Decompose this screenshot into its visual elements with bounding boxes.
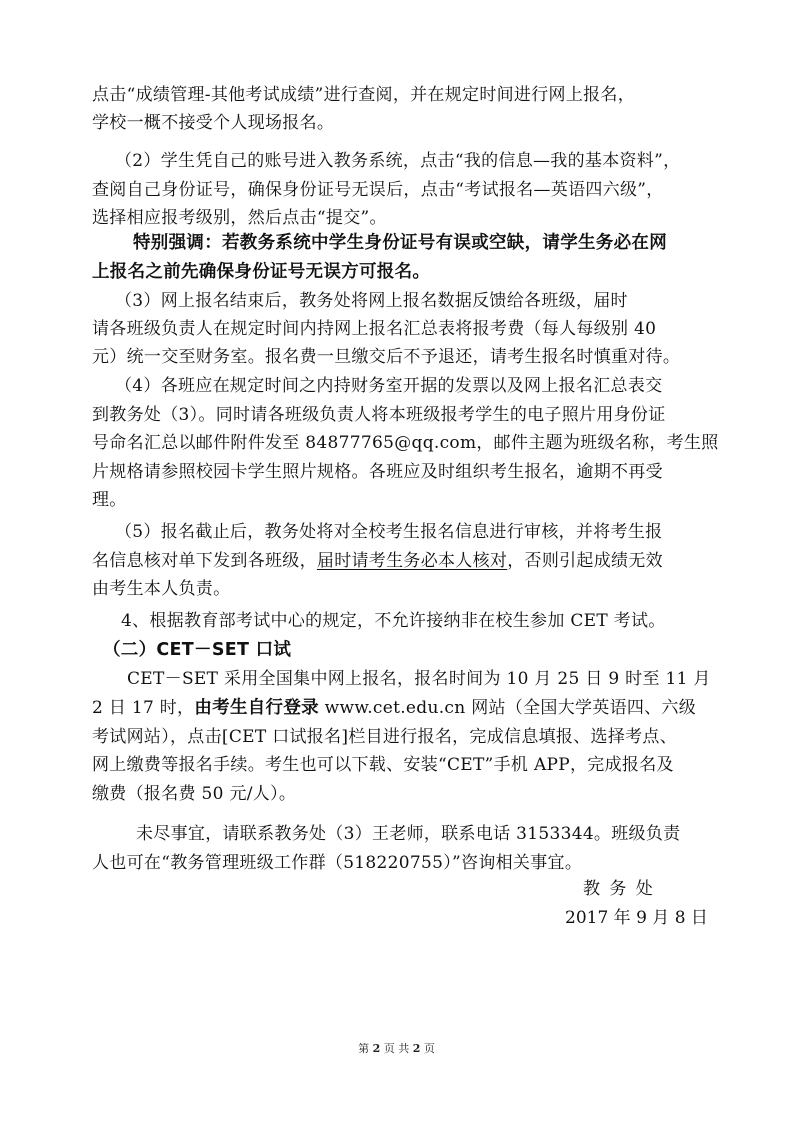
paragraph-line: 未尽事宜，请联系教务处（3）王老师，联系电话 3153344。班级负责 (136, 824, 681, 844)
paragraph-line: 考试网站），点击[CET 口试报名]栏目进行报名，完成信息填报、选择考点、 (92, 727, 678, 747)
paragraph-line: 人也可在“教务管理班级工作群（518220755）”咨询相关事宜。 (92, 853, 583, 873)
emphasis-line: 上报名之前先确保身份证号无误方可报名。 (92, 262, 431, 282)
paragraph-line: 由考生本人负责。 (92, 579, 231, 599)
footer-page-total: 2 (412, 1042, 421, 1055)
emphasis-line: 特别强调：若教务系统中学生身份证号有误或空缺，请学生务必在网 (133, 233, 667, 253)
paragraph-line: 4、根据教育部考试中心的规定，不允许接纳非在校生参加 CET 考试。 (121, 611, 666, 631)
paragraph-line: （3）网上报名结束后，教务处将网上报名数据反馈给各班级，届时 (115, 291, 628, 311)
footer-suffix: 页 (423, 1042, 435, 1055)
paragraph-line: 到教务处（3）。同时请各班级负责人将本班级报考学生的电子照片用身份证 (92, 405, 666, 425)
paragraph-line: 请各班级负责人在规定时间内持网上报名汇总表将报考费（每人每级别 40 (92, 319, 657, 339)
paragraph-line: （4）各班应在规定时间之内持财务室开据的发票以及网上报名汇总表交 (115, 376, 663, 396)
paragraph-line: 点击“成绩管理-其他考试成绩”进行查阅，并在规定时间进行网上报名， (92, 85, 636, 105)
paragraph-line: 查阅自己身份证号，确保身份证号无误后，点击“考试报名—英语四六级”， (92, 180, 664, 200)
bold-text: 由考生自行登录 (194, 698, 319, 718)
page-footer (0, 1041, 793, 1057)
footer-prefix: 第 (358, 1042, 370, 1055)
text-segment: 2 日 17 时， (92, 698, 195, 718)
paragraph-line: 号命名汇总以邮件附件发至 84877765@qq.com，邮件主题为班级名称，考生照 (92, 433, 719, 453)
signature-date: 2017 年 9 月 8 日 (565, 908, 708, 928)
paragraph-line: （2）学生凭自己的账号进入教务系统，点击“我的信息—我的基本资料”， (115, 151, 681, 171)
paragraph-line (92, 548, 663, 574)
paragraph-line: （5）报名截止后，教务处将对全校考生报名信息进行审核，并将考生报 (115, 522, 663, 542)
paragraph-line: CET－SET 采用全国集中网上报名，报名时间为 10 月 25 日 9 时至 11 月 (127, 669, 711, 689)
paragraph-line: 学校一概不接受个人现场报名。 (92, 113, 335, 133)
paragraph-line: 元）统一交至财务室。报名费一旦缴交后不予退还，请考生报名时慎重对待。 (92, 347, 681, 367)
paragraph-line (92, 695, 696, 721)
footer-page-number: 2 (372, 1042, 381, 1055)
text-segment: www.cet.edu.cn 网站（全国大学英语四、六级 (318, 698, 697, 718)
paragraph-line: 片规格请参照校园卡学生照片规格。各班应及时组织考生报名，逾期不再受 (92, 462, 663, 482)
signature-department: 教 务 处 (583, 879, 655, 899)
text-segment: 名信息核对单下发到各班级， (92, 551, 317, 571)
paragraph-line: 缴费（报名费 50 元/人）。 (92, 784, 297, 804)
paragraph-line: 网上缴费等报名手续。考生也可以下载、安装“CET”手机 APP，完成报名及 (92, 755, 674, 775)
section-heading: （二）CET－SET 口试 (103, 640, 292, 660)
underlined-text: 届时请考生务必本人核对 (316, 551, 508, 571)
paragraph-line: 理。 (92, 490, 127, 510)
text-segment: ，否则引起成绩无效 (507, 551, 663, 571)
paragraph-line: 选择相应报考级别，然后点击“提交”。 (92, 208, 387, 228)
footer-middle: 页 共 (383, 1042, 410, 1055)
